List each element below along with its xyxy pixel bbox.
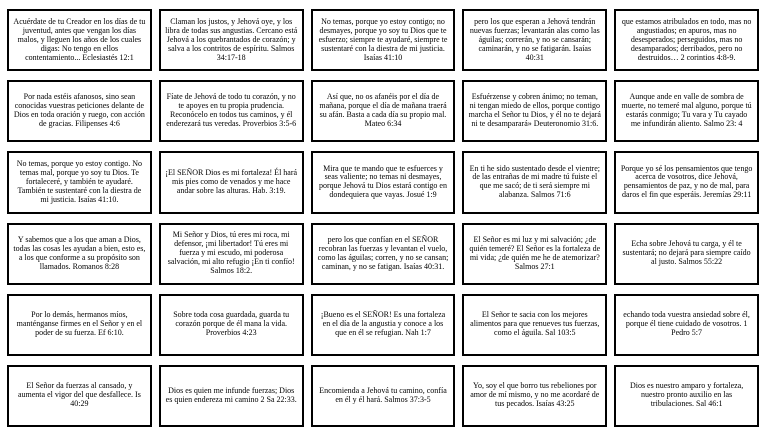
verse-card [7,80,152,142]
verse-text: Acuérdate de tu Creador en los días de tu juventud, antes que vengan los días malos, y lleguen los años de los cuales digas: No tengo en ellos contentamiento... Eclesiastés 12:1 [13,16,146,62]
verse-card [159,294,304,356]
verse-text: En ti he sido sustentado desde el vientre; de las entrañas de mi madre tú fuiste el que me sacó; de ti será siempre mi alabanza. Salmos 71:6 [469,163,600,200]
verse-text: El Señor es mi luz y mi salvación; ¿de quién temeré? El Señor es la fortaleza de mi vida; ¿de quién me he de atemorizar? Salmos 27:1 [469,234,601,271]
verse-text: pero los que esperan a Jehová tendrán nuevas fuerzas; levantarán alas como las águilas; correrán, y no se cansarán; caminarán, y no se fatigarán. Isaías 40:31 [469,16,600,62]
verse-text: Y sabemos que a los que aman a Dios, todas las cosas les ayudan a bien, esto es, a los que conforme a su propósito son llamados. Romanos 8:28 [13,234,146,271]
verse-card [159,365,304,427]
verse-text: Porque yo sé los pensamientos que tengo acerca de vosotros, dice Jehová, pensamientos de paz, y no de mal, para daros el fin que esperáis. Jeremías 29:11 [620,163,753,200]
verse-text: pero los que confían en el SEÑOR recobran las fuerzas y levantan el vuelo, como las águilas; corren, y no se cansan; caminan, y no se fatigan. Isaías 40:31. [317,234,449,271]
verse-card [159,223,304,285]
verse-card [311,294,456,356]
verse-card [7,294,152,356]
verse-text: que estamos atribulados en todo, mas no angustiados; en apuros, mas no desesperados; perseguidos, mas no desamparados; derribados, pero no destruidos… 2 corintios 4:8-9. [621,16,752,62]
verse-card [311,9,456,71]
verse-card [462,365,607,427]
verse-card [311,80,456,142]
verse-card [462,9,607,71]
verse-card [7,223,152,285]
verse-text: Yo, soy el que borro tus rebeliones por amor de mí mismo, y no me acordaré de tus pecados. Isaías 43:25 [470,381,600,409]
verse-text: Fíate de Jehová de todo tu corazón, y no te apoyes en tu propia prudencia. Reconócelo en todos tus caminos, y él enderezará tus veredas. Proverbios 3:5-6 [166,92,297,129]
verse-text: Encomienda a Jehová tu camino, confía en él y él hará. Salmos 37:3-5 [319,385,447,404]
verse-text: El Señor da fuerzas al cansado, y aumenta el vigor del que desfallece. Is 40:29 [17,381,141,409]
verse-text: Dios es quien me infunde fuerzas; Dios es quien endereza mi camino 2 Sa 22:33. [165,385,297,404]
verse-card [159,9,304,71]
verse-card [614,151,759,213]
verse-text: Sobre toda cosa guardada, guarda tu corazón porque de él mana la vida. Proverbios 4:23 [173,310,290,338]
verse-text: Claman los justos, y Jehová oye, y los libra de todas sus angustias. Cercano está Jehová a los quebrantados de corazón; y salva a los contritos de espíritu. Salmos 34:17-18 [165,16,298,62]
verse-text: ¡El SEÑOR Dios es mi fortaleza! Él hará mis pies como de venados y me hace andar sobre las alturas. Hab. 3:19. [165,167,298,195]
verse-text: ¡Bueno es el SEÑOR! Es una fortaleza en el día de la angustia y conoce a los que en él se refugian. Nah 1:7 [320,310,446,338]
verse-text: Así que, no os afanéis por el día de mañana, porque el día de mañana traerá su afán. Basta a cada día su propio mal. Mateo 6:34 [319,92,447,129]
verse-card [614,294,759,356]
verse-text: Aunque ande en valle de sombra de muerte, no temeré mal alguno, porque tú estarás conmigo; Tu vara y Tu cayado me infundirán aliento. Salmo 23: 4 [621,92,752,129]
verse-text: No temas, porque yo estoy contigo; no desmayes, porque yo soy tu Dios que te esfuerzo; siempre te ayudaré, siempre te sustentaré con la diestra de mi justicia. Isaías 41:10 [318,16,448,62]
verse-text: Mi Señor y Dios, tú eres mi roca, mi defensor, ¡mi libertador! Tú eres mi fuerza y mi escudo, mi poderosa salvación, mi alto refugio ¡En ti confío! Salmos 18:2. [167,230,295,275]
verse-card [7,151,152,213]
verse-card [614,80,759,142]
verse-card [614,223,759,285]
verse-card [462,223,607,285]
verse-card [614,9,759,71]
verse-text: Echa sobre Jehová tu carga, y él te sustentará; no dejará para siempre caído al justo. Salmos 55:22 [622,239,751,267]
verse-text: Dios es nuestro amparo y fortaleza, nuestro pronto auxilio en las tribulaciones. Sal 46:1 [629,381,744,409]
verse-card [7,365,152,427]
verse-text: No temas, porque yo estoy contigo. No temas mal, porque yo soy tu Dios. Te fortaleceré, y también te ayudaré. También te sustentaré con la diestra de mi justicia. Isaías 41:10. [16,159,143,204]
verse-text: Por nada estéis afanosos, sino sean conocidas vuestras peticiones delante de Dios en toda oración y ruego, con acción de gracias. Filipenses 4:6 [13,92,145,129]
verse-card [311,365,456,427]
verse-text: Por lo demás, hermanos míos, manténganse firmes en el Señor y en el poder de su fuerza. Ef 6:10. [16,310,143,338]
verse-card [159,80,304,142]
verse-card [614,365,759,427]
verse-card [462,294,607,356]
verse-card [311,223,456,285]
verse-card [159,151,304,213]
verse-text: Esfuérzense y cobren ánimo; no teman, ni tengan miedo de ellos, porque contigo marcha el Señor tu Dios, y él no te dejará ni te desamparará» Deuteronomio 31:6. [468,92,601,129]
verse-card-grid [7,9,759,427]
verse-card [462,80,607,142]
verse-card [311,151,456,213]
verse-text: echando toda vuestra ansiedad sobre él, porque él tiene cuidado de vosotros. 1 Pedro 5:7 [623,310,750,338]
verse-text: El Señor te sacia con los mejores alimentos para que renueves tus fuerzas, como el águila. Sal 103:5 [470,310,600,338]
verse-card [462,151,607,213]
verse-card [7,9,152,71]
verse-text: Mira que te mando que te esfuerces y seas valiente; no temas ni desmayes, porque Jehová tu Dios estará contigo en dondequiera que vayas. Josué 1:9 [319,163,447,200]
